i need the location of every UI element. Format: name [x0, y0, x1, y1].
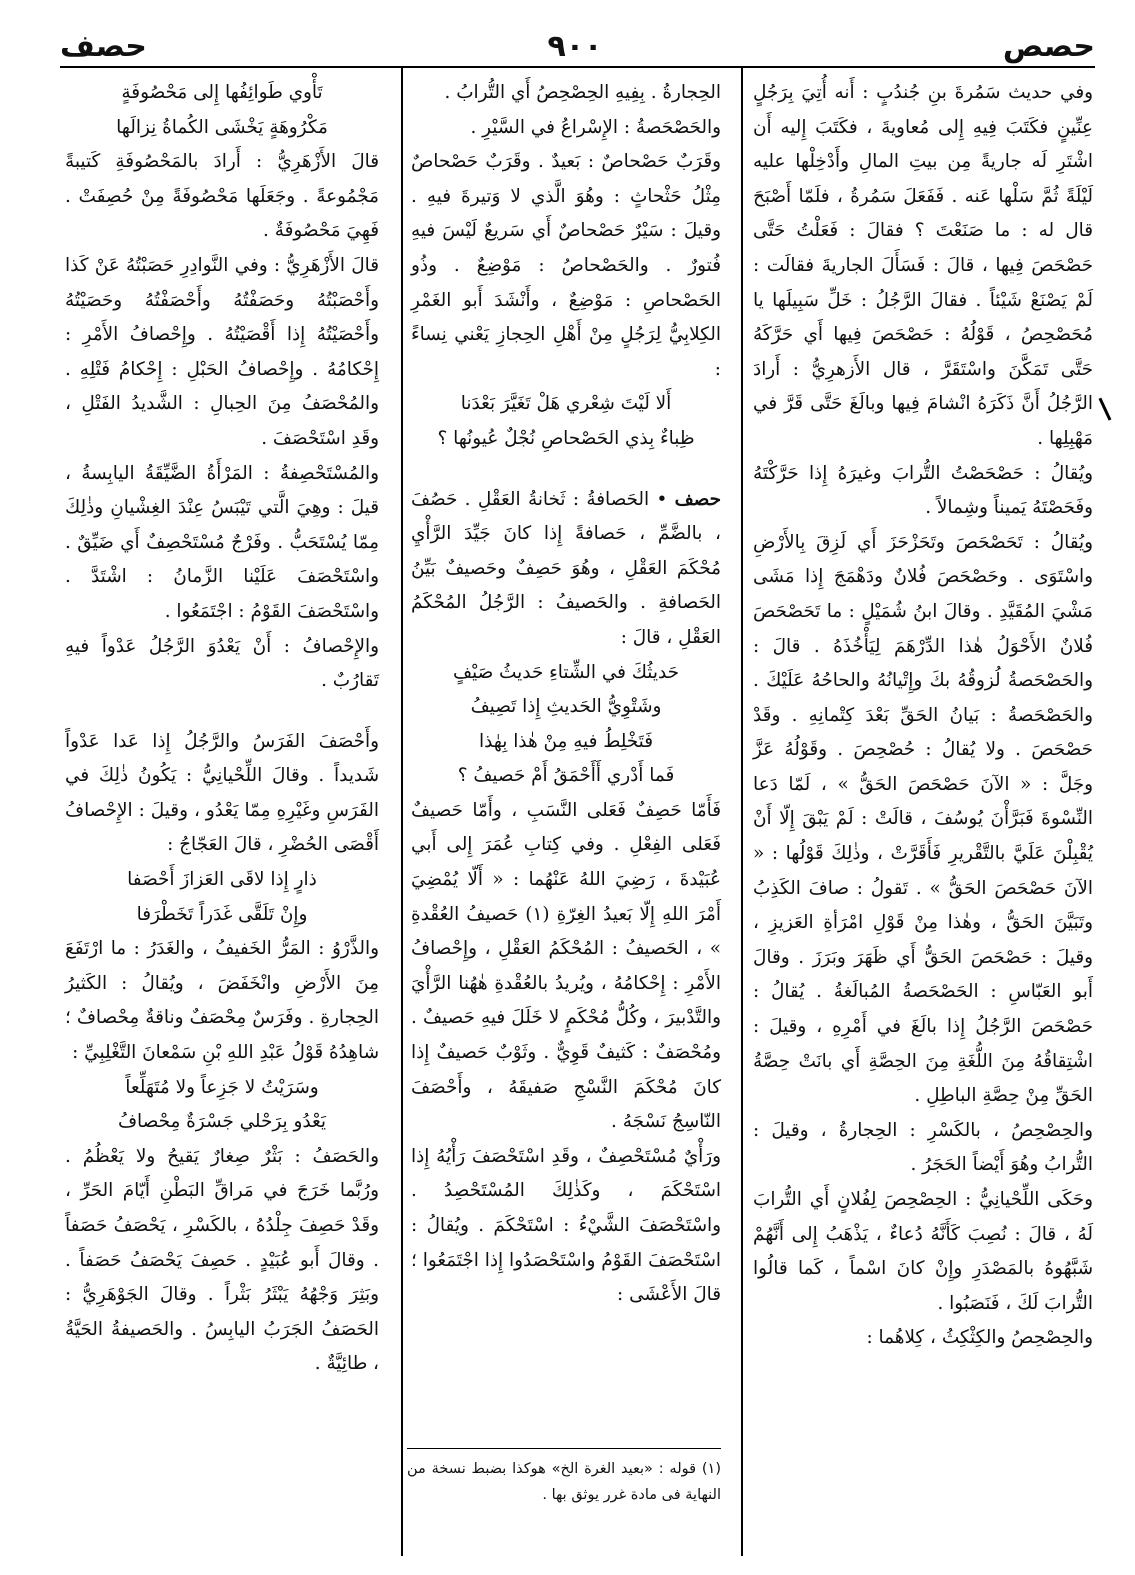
entry-paragraph: والحِصْحِصُ والكِثْكِثُ ، كِلاهُما : — [866, 1327, 1093, 1349]
verse-line: مَكْرُوهَةٍ يَخْشَى الكُماةُ نِزالَها — [116, 116, 328, 138]
verse-line: تَأْوي طَوائِفُها إِلى مَحْصُوفَةٍ — [121, 82, 323, 103]
entry-paragraph: والحِصْحِصُ ، بالكَسْرِ : الحِجارةُ ، وقيلَ : التُّرابُ وهُوَ أَيْضاً الحَجَرُ . — [753, 1119, 1093, 1176]
entry-paragraph: وقَرَبٌ حَصْحاصٌ : بَعيدٌ . وقَرَبٌ حَصْحاصٌ مِثْلُ حَثْحاثٍ : وهُوَ الَّذي لا وَتيرةَ فيهِ . وقيلَ : سَيْرٌ حَصْحاصٌ أَي سَريعٌ لَيْسَ فيهِ فُتورٌ . والحَصْحاصُ : مَوْضِعٌ . وذُو الحَصْحاصِ : مَوْضِعٌ ، وأَنْشَدَ أَبو الغَمْرِ الكِلابِيُّ لِرَجُلٍ مِنْ أَهْلِ الحِجازِ يَعْني نِساءً : — [411, 151, 721, 380]
running-header — [60, 26, 1095, 66]
headword: حصف — [674, 488, 721, 510]
entry-paragraph: والذَّرْوُ : المَرُّ الخَفيفُ ، والغَدَرُ : ما ارْتَفَعَ مِنَ الأَرْضِ وانْخَفَضَ ، ويُقالُ : الكَثيرُ الحِجارةِ . وفَرَسٌ مِحْصَفٌ وناقةٌ مِحْصافٌ ؛ شاهِدُهُ قَوْلُ عَبْدِ اللهِ بْنِ سَمْعانَ التَّغْلِبِيِّ : — [65, 938, 379, 1064]
footnote-rule — [407, 1448, 721, 1449]
entry-paragraph: قالَ الأَزْهَرِيُّ : أَرادَ بالمَحْصُوفَةِ كَتيبةً مَجْمُوعةً . وجَعَلَها مَحْصُوفَةً مِنْ حُصِفَتْ . فَهِيَ مَحْصُوفَةٌ . — [65, 151, 379, 242]
verse-line: وسَرَيْتُ لا جَزِعاً ولا مُتَهَلِّعاً — [125, 1076, 319, 1098]
entry-paragraph: قالَ الأَزْهَرِيُّ : وفي النَّوادِرِ حَصَبْتُهُ عَنْ كَذا وأَحْصَبْتُهُ وحَصَفْتُهُ وأَحْصَفْتُهُ وحَصَيْتُهُ وأَحْصَيْتُهُ إِذا أَقْصَيْتُهُ . وإِحْصافُ الأَمْرِ : إِحْكامُهُ . وإِحْصافُ الحَبْلِ : إِحْكامُ فَتْلِهِ . والمُحْصَفُ مِنَ الحِبالِ : الشَّديدُ الفَتْلِ ، وقَدِ اسْتَحْصَفَ . — [65, 254, 379, 449]
verse-line: حَديثُكَ في الشِّتاءِ حَديثُ صَيْفٍ — [452, 661, 679, 683]
column-left — [55, 76, 389, 1556]
entry-paragraph: فَأَمّا حَصِفٌ فَعَلى النَّسَبِ ، وأَمّا حَصيفٌ فَعَلى الفِعْلِ . وفي كِتابِ عُمَرَ إِلى أَبي عُبَيْدةَ ، رَضِيَ اللهُ عَنْهُما : « أَلّا يُمْضِيَ أَمْرَ اللهِ إِلّا بَعيدُ الغِرّةِ (١) حَصيفُ العُقْدةِ » ، الحَصيفُ : المُحْكَمُ العَقْلِ ، وإِحْصافُ الأَمْرِ : إِحْكامُهُ ، ويُريدُ بالعُقْدةِ هٰهُنا الرَّأْيَ والتَّدْبيرَ ، وكُلُّ مُحْكَمٍ لا خَلَلَ فيهِ حَصيفٌ . ومُحْصَفٌ : كَثيفٌ قَوِيٌّ . وثَوْبٌ حَصيفٌ إِذا كانَ مُحْكَمَ النَّسْجِ صَفيقَهُ ، وأَحْصَفَ النّاسِجُ نَسْجَهُ . — [411, 799, 721, 1133]
entry-paragraph: ورَأْيٌ مُسْتَحْصِفٌ ، وقَدِ اسْتَحْصَفَ رَأْيُهُ إِذا اسْتَحْكَمَ ، وكَذٰلِكَ المُسْتَحْصِدُ . واسْتَحْصَفَ الشَّيْءُ : اسْتَحْكَمَ . ويُقالُ : اسْتَحْصَفَ القَوْمُ واسْتَحْصَدُوا إِذا اجْتَمَعُوا ؛ قالَ الأَعْشَى : — [411, 1145, 721, 1306]
footnote: (١) قوله : «بعيد الغرة الخ» هوكذا بضبط نسخة من النهاية فى مادة غرر يوثق بها . — [407, 1461, 721, 1503]
verse-line: ظِباءٌ بِذي الحَصْحاصِ نُجْلٌ عُيونُها ؟ — [437, 427, 695, 449]
entry-paragraph: والحَصَفُ : بَثْرٌ صِغارٌ يَقيحُ ولا يَعْظُمُ . ورُبَّما خَرَجَ في مَراقِّ البَطْنِ أَيّامَ الحَرِّ ، وقَدْ حَصِفَ جِلْدُهُ ، بالكَسْرِ ، يَحْصَفُ حَصَفاً . وقالَ أَبو عُبَيْدٍ . حَصِفَ يَحْصَفُ حَصَفاً . وبَثِرَ وَجْهُهُ يَبْثَرُ بَثْراً . وقالَ الجَوْهَرِيُّ : الحَصَفُ الجَرَبُ اليابِسُ . والحَصيفةُ الحَيَّةُ ، طائِيَّةٌ . — [65, 1145, 379, 1375]
verse-line: أَلا لَيْتَ شِعْري هَلْ تَغَيَّرَ بَعْدَنا — [460, 393, 672, 415]
entry-paragraph: وحَكَى اللِّحْيانِيُّ : الحِصْحِصَ لِفُلانٍ أَي التُّرابَ لَهُ ، قالَ : نُصِبَ كَأَنَّهُ دُعاءٌ ، يَذْهَبُ إِلى أَنَّهُمْ شَبَّهُوهُ بالمَصْدَرِ وإِنْ كانَ اسْماً ، كَما قالُوا التُّرابَ لَكَ ، فَنَصَبُوا . — [753, 1189, 1093, 1314]
entry-paragraph: الحِجارةُ . بِفِيهِ الحِصْحِصُ أَي التُّرابُ . — [444, 82, 721, 103]
column-right — [743, 76, 1103, 1556]
entry-paragraph: وأَحْصَفَ الفَرَسُ والرَّجُلُ إِذا عَدا عَدْواً شَديداً . وقالَ اللِّحْيانِيُّ : يَكُونُ ذٰلِكَ في الفَرَسِ وغَيْرِهِ مِمّا يَعْدُو ، وقيلَ : الإِحْصافُ أَقْصَى الحُضْرِ ، قالَ العَجّاجُ : — [65, 730, 379, 856]
header-rule — [60, 66, 1095, 68]
verse-line: ذارٍ إِذا لاقَى العَزازَ أَحْصَفا — [127, 869, 317, 891]
verse-line: فَما أَدْري أَأَحْمَقُ أَمْ حَصيفُ ؟ — [457, 765, 675, 787]
entry-paragraph: والحَصْحَصةُ : الإِسْراعُ في السَّيْرِ . — [470, 116, 721, 138]
verse-line: يَعْدُو بِرَحْلي جَسْرَةٌ مِحْصافُ — [117, 1111, 326, 1133]
entry-paragraph: ويُقالُ : حَصْحَصْتُ التُّرابَ وغيرَهُ إِذا حَرَّكْتَهُ وفَحَصْتَهُ يَميناً وشِمالاً . — [753, 462, 1093, 519]
verse-line: وإِنْ تَلَقَّى غَدَراً تَخَطْرَفا — [136, 903, 308, 925]
verse-line: وشَتْوِيُّ الحَديثِ إِذا تَصِيفُ — [470, 696, 662, 718]
entry-text: • الحَصافةُ : ثَخانةُ العَقْلِ . حَصُفَ ، بالضَّمِّ ، حَصافةً إِذا كانَ جَيِّدَ الرَّأْيِ مُحْكَمَ العَقْلِ ، وهُوَ حَصِفٌ وحَصيفٌ بَيِّنُ الحَصافةِ . والحَصيفُ : الرَّجُلُ المُحْكَمُ العَقْلِ ، قالَ : — [411, 488, 721, 648]
header-root-left: حصف — [60, 28, 147, 64]
entry-paragraph: والإِحْصافُ : أَنْ يَعْدُوَ الرَّجُلُ عَدْواً فيهِ تَقارُبٌ . — [65, 635, 379, 692]
entry-paragraph: والمُسْتَحْصِفةُ : المَرْأَةُ الضَّيِّقَةُ اليابِسةُ ، قيلَ : وهِيَ الَّتي تَيْبَسُ عِنْدَ الغِشْيانِ وذٰلِكَ مِمّا يُسْتَحَبُّ . وفَرْجٌ مُسْتَحْصِفٌ أَي ضَيِّقٌ . واسْتَحْصَفَ عَلَيْنا الزَّمانُ : اشْتَدَّ . واسْتَحْصَفَ القَوْمُ : اجْتَمَعُوا . — [65, 462, 379, 622]
page-number: ٩٠٠ — [547, 28, 603, 64]
entry-paragraph: وفي حديث سَمُرةَ بنِ جُندُبٍ : أَنه أُتِيَ بِرَجُلٍ عِنِّينٍ فكَتَبَ فِيهِ إِلى مُعاويةَ ، فكَتَبَ إِليه أَن اشْتَرِ لَه جاريةً مِن بيتِ المالِ وأَدْخِلْها عليه لَيْلَةً ثُمَّ سَلْها عَنه . فَفَعَلَ سَمُرةُ ، فلَمّا أَصْبَحَ قال له : ما صَنَعْتَ ؟ فقالَ : فَعَلْتُ حَتَّى حَصْحَصَ فِيها ، قالَ : فَسَأَلَ الجاريةَ فقالَت : لَمْ يَصْنَعْ شَيْئاً . فقالَ الرَّجُلُ : خَلِّ سَبِيلَها يا مُحَصْحِصُ ، قَوْلُهُ : حَصْحَصَ فِيها أَي حَرَّكَهُ حَتَّى تَمَكَّنَ واسْتَقَرَّ ، قال الأَزهرِيُّ : أَرادَ الرَّجُلُ أَنَّ ذَكَرَهُ انْشامَ فِيها وبالَغَ حَتَّى قَرَّ في مَهْبِلِها . — [753, 82, 1093, 449]
column-middle — [401, 76, 731, 1556]
entry-paragraph — [411, 483, 721, 656]
header-root-right: حصص — [1002, 28, 1095, 64]
entry-paragraph: ويُقالُ : تَحَصْحَصَ وتَحَزْحَزَ أَي لَزِقَ بِالأَرْضِ واسْتَوَى . وحَصْحَصَ فُلانٌ ودَهْمَجَ إِذا مَشَى مَشْيَ المُقَيَّدِ . وقالَ ابنُ شُمَيْلٍ : ما تَحَصْحَصَ فُلانٌ الأَحْوَلُ هٰذا الدِّرْهَمَ لِيَأْخُذَهُ . قالَ : والحَصْحَصةُ لُزوقُهُ بكَ وإِتْيانُهُ والحاحُهُ عَلَيْكَ . والحَصْحَصةُ : بَيانُ الحَقِّ بَعْدَ كِتْمانِهِ . وقَدْ حَصْحَصَ . ولا يُقالُ : حُصْحِصَ . وقَوْلُهُ عَزَّ وجَلَّ : « الآنَ حَصْحَصَ الحَقُّ » ، لَمّا دَعا النِّسْوةَ فَبَرَّأْنَ يُوسُفَ ، قالَتْ : لَمْ يَبْقَ إِلّا أَنْ يُقْبِلْنَ عَلَيَّ بالتَّقْريرِ فَأَقَرَّتْ ، وذٰلِكَ قَوْلُها : « الآنَ حَصْحَصَ الحَقُّ » . تَقولُ : صافَ الكَذِبُ وتَبَيَّنَ الحَقُّ ، وهٰذا مِنْ قَوْلِ امْرَأةِ العَزيزِ ، وقيلَ : حَصْحَصَ الحَقُّ أَي ظَهَرَ وبَرَزَ . وقالَ أَبو العَبّاسِ : الحَصْحَصةُ المُبالَغةُ . يُقالُ : حَصْحَصَ الرَّجُلُ إِذا بالَغَ في أَمْرِهِ ، وقيلَ : اشْتِقاقُهُ مِنَ اللُّغَةِ مِنَ الحِصَّةِ أَي بانَتْ حِصَّةُ الحَقِّ مِنْ حِصَّةِ الباطِلِ . — [753, 531, 1093, 1107]
verse-line: فَتَخْلِطُ فيهِ مِنْ هٰذا بِهٰذا — [478, 730, 653, 752]
